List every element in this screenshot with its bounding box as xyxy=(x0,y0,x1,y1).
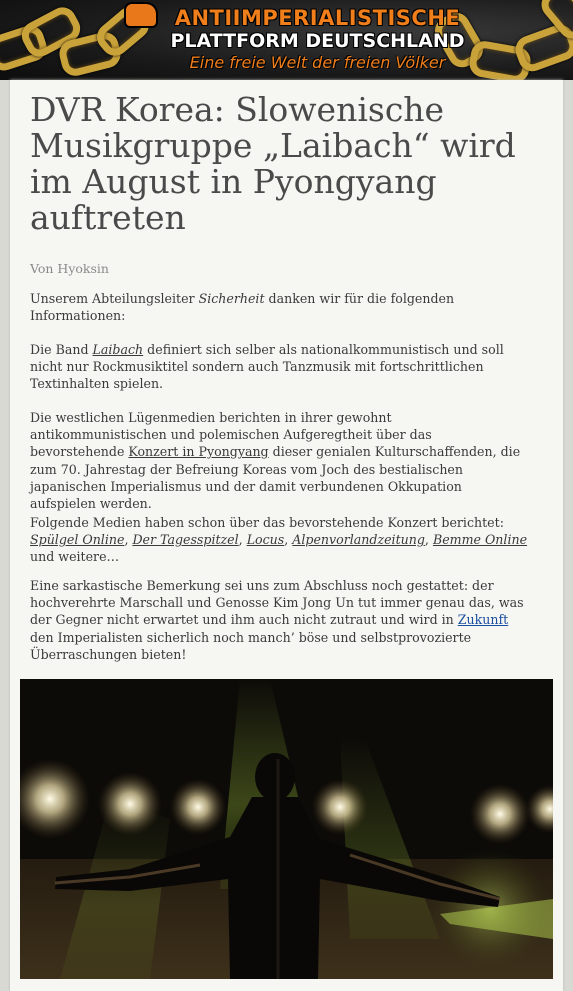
media-link-alpenvorland[interactable]: Alpenvorlandzeitung xyxy=(292,532,425,548)
site-slogan: Eine freie Welt der freien Völker xyxy=(189,53,446,72)
concert-photo-image xyxy=(20,679,553,979)
media-link-spuelgel[interactable]: Spülgel Online xyxy=(30,532,125,548)
p3-text-after: dieser genialen Kulturschaffenden, die zum 70. Jahrestag der Befreiung Koreas vom Joch des bestialischen japanischen Imperialismus und der damit verbundenen Okkupation aufspielen werden. xyxy=(30,444,521,512)
konzert-link[interactable]: Konzert in Pyongyang xyxy=(128,444,269,460)
paragraph-3 xyxy=(30,409,530,512)
paragraph-4 xyxy=(30,514,530,566)
p4-outro: und weitere… xyxy=(30,549,120,565)
separator: , xyxy=(424,532,433,548)
p2-text-after: definiert sich selber als nationalkommunistisch und soll nicht nur Rockmusiktitel sondern auch Tanzmusik mit fortschrittlichen Textinhalten spielen. xyxy=(30,342,504,392)
separator: , xyxy=(124,532,133,548)
separator: , xyxy=(238,532,247,548)
site-title-line1: ANTIIMPERIALISTISCHE xyxy=(174,6,461,30)
site-banner[interactable] xyxy=(0,0,573,80)
paragraph-2 xyxy=(30,341,530,393)
p4-intro: Folgende Medien haben schon über das bevorstehende Konzert berichtet: xyxy=(30,515,504,530)
zukunft-link[interactable]: Zukunft xyxy=(457,612,509,628)
media-link-locus[interactable]: Locus xyxy=(246,532,285,548)
article-author: Von Hyoksin xyxy=(30,261,109,276)
p3-text-before: Die westlichen Lügenmedien berichten in ihrer gewohnt antikommunistischen und polemischen Aufgeregtheit über das bevorstehende xyxy=(30,410,432,460)
paragraph-5 xyxy=(30,577,530,663)
media-link-bemme[interactable]: Bemme Online xyxy=(432,532,528,548)
article-headline: DVR Korea: Slowenische Musikgruppe „Laibach“ wird im August in Pyongyang auftreten xyxy=(30,90,516,237)
p1-text-after: danken wir für die folgenden Informationen: xyxy=(30,291,455,324)
media-link-tagesspitzel[interactable]: Der Tagesspitzel xyxy=(132,532,239,548)
paragraph-1 xyxy=(30,290,530,324)
p5-text-after: den Imperialisten sicherlich noch manch’ böse und selbstprovozierte Überraschungen bieten! xyxy=(30,629,472,662)
site-title-line2: PLATTFORM DEUTSCHLAND xyxy=(170,30,465,52)
separator: , xyxy=(284,532,293,548)
p5-text-before: Eine sarkastische Bemerkung sei uns zum Abschluss noch gestattet: der hochverehrte Marschall und Genosse Kim Jong Un tut immer genau das, was der Gegner nicht erwartet und ihm auch nicht zutraut und wird in xyxy=(30,578,524,628)
p1-text-before: Unserem Abteilungsleiter xyxy=(30,291,199,306)
p1-emphasis: Sicherheit xyxy=(198,291,265,306)
concert-photo xyxy=(20,679,553,979)
p2-text-before: Die Band xyxy=(30,342,93,357)
laibach-link[interactable]: Laibach xyxy=(92,342,144,357)
